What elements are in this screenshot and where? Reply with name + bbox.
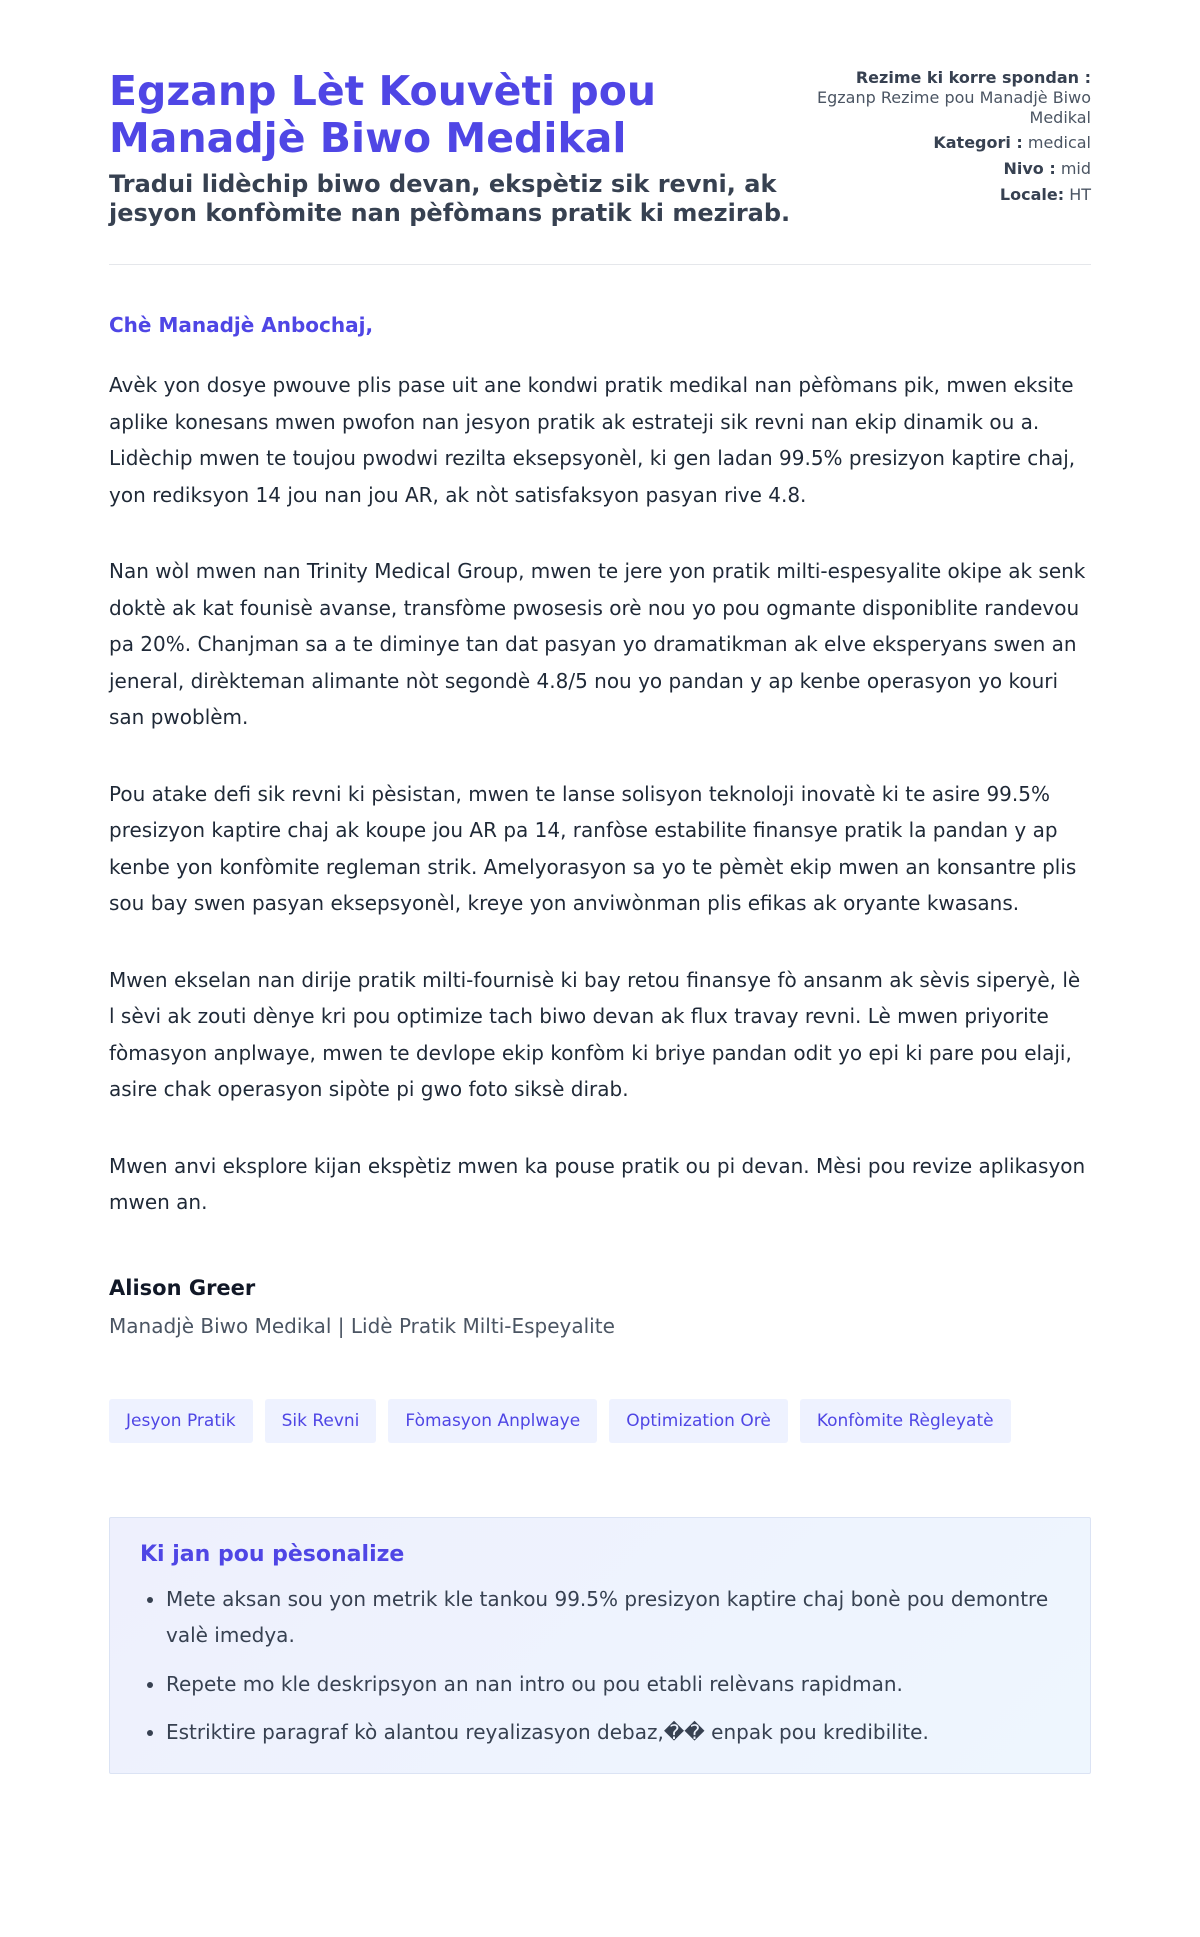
signature-block [109,1276,1091,1338]
meta-level-value: mid [1060,159,1091,178]
skill-tag: Optimization Orè [609,1399,788,1443]
skill-tag: Sik Revni [265,1399,377,1443]
skill-tag: Fòmasyon Anplwaye [388,1399,597,1443]
skill-tags [109,1399,1091,1443]
meta-category-label: Kategori : [933,133,1023,152]
meta-panel [803,68,1091,211]
skill-tag: Jesyon Pratik [109,1399,253,1443]
letter-paragraph: Pou atake defi sik revni ki pèsistan, mwen te lanse solisyon teknoloji inovatè ki te asire 99.5% presizyon kaptire chaj ak koupe jou AR pa 14, ranfòse estabilite finansye pratik la pandan y ap kenbe yon konfòmite regleman strik. Amelyorasyon sa yo te pèmèt ekip mwen an konsantre plis sou bay swen pasyan eksepsyonèl, kreye yon anviwònman plis efikas ak oryante kwasans. [109,781,1077,915]
meta-locale-label: Locale: [999,185,1065,204]
tip-item: • Mete aksan sou yon metrik kle tankou 99.5% presizyon kaptire chaj bonè pou demontre valè imedya. [166,1581,1060,1654]
meta-category-value: medical [1027,133,1091,152]
letter-paragraph: Mwen ekselan nan dirije pratik milti-fournisè ki bay retou finansye fò ansanm ak sèvis siperyè, lè l sèvi ak zouti dènye kri pou optimize tach biwo devan ak flux travay revni. Lè mwen priyorite fòmasyon anplwaye, mwen te devlope ekip konfòm ki briye pandan odit yo epi ki pare pou elaji, asire chak operasyon sipòte pi gwo foto siksè dirab. [109,967,1081,1101]
skill-tag: Konfòmite Règleyatè [800,1399,1011,1443]
meta-category [803,133,1091,153]
meta-summary [803,68,1091,128]
page-subtitle: Tradui lidèchip biwo devan, ekspètiz sik revni, ak jesyon konfòmite nan pèfòmans pratik ki mezirab. [109,170,791,227]
signature-role: Manadjè Biwo Medikal | Lidè Pratik Milti-Espeyalite [109,1313,615,1338]
letter-body [109,367,1091,1221]
tips-title: Ki jan pou pèsonalize [140,1541,405,1567]
letter-paragraph: Nan wòl mwen nan Trinity Medical Group, mwen te jere yon pratik milti-espesyalite okipe ak senk doktè ak kat founisè avanse, transfòme pwosesis orè nou yo pou ogmante disponiblite randevou pa 20%. Chanjman sa a te diminye tan dat pasyan yo dramatikman ak elve eksperyans swen an jeneral, dirèkteman alimante nòt segondè 4.8/5 nou yo pandan y ap kenbe operasyon yo kouri san pwoblèm. [109,559,1086,729]
customization-tips-box [109,1517,1091,1774]
letter-paragraph: Avèk yon dosye pwouve plis pase uit ane kondwi pratik medikal nan pèfòmans pik, mwen eksite aplike konesans mwen pwofon nan jesyon pratik ak estrateji sik revni nan ekip dinamik ou a. Lidèchip mwen te toujou pwodwi rezilta eksepsyonèl, ki gen ladan 99.5% presizyon kaptire chaj, yon rediksyon 14 jou nan jou AR, ak nòt satisfaksyon pasyan rive 4.8. [109,373,1076,507]
signature-name: Alison Greer [109,1275,256,1300]
meta-summary-value: Egzanp Rezime pou Manadjè Biwo Medikal [816,88,1091,127]
header-titles [109,68,803,228]
tip-item: • Repete mo kle deskripsyon an nan intro ou pou etabli relèvans rapidman. [166,1666,1060,1703]
letter-greeting: Chè Manadjè Anbochaj, [109,313,374,337]
letter-paragraph: Mwen anvi eksplore kijan ekspètiz mwen ka pouse pratik ou pi devan. Mèsi pou revize aplikasyon mwen an. [109,1153,1086,1214]
meta-summary-label: Rezime ki korre spondan : [855,68,1091,87]
page-header [109,0,1091,265]
meta-locale [803,185,1091,205]
meta-locale-value: HT [1069,185,1091,204]
tip-item: • Estriktire paragraf kò alantou reyalizasyon debaz,�� enpak pou kredibilite. [166,1714,1060,1751]
meta-level-label: Nivo : [1003,159,1056,178]
tips-list [140,1581,1060,1751]
meta-level [803,159,1091,179]
page-title: Egzanp Lèt Kouvèti pou Manadjè Biwo Medikal [109,67,657,162]
